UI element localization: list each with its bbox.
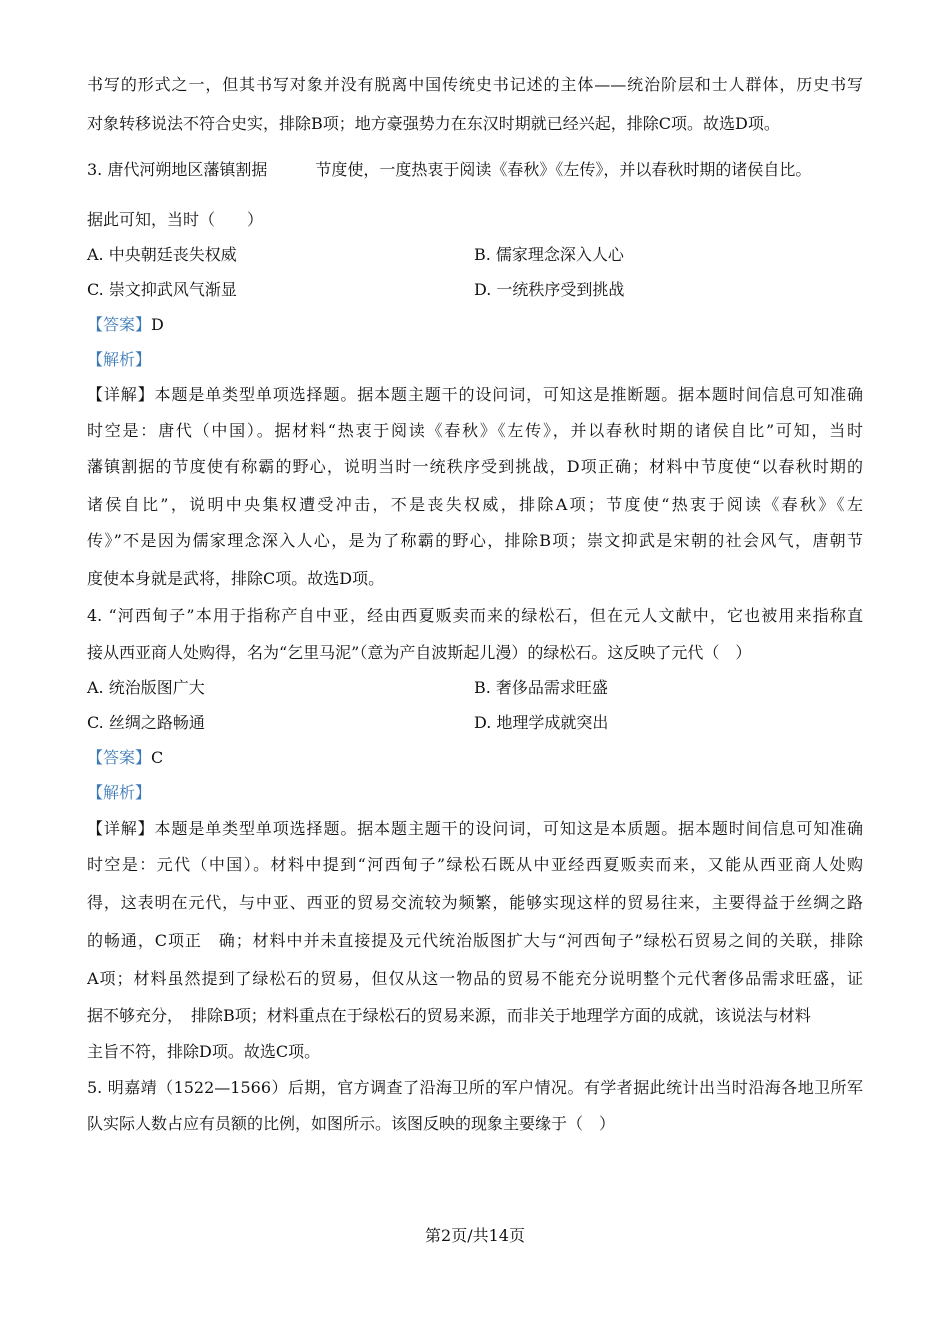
q3-option-a: A. 中央朝廷丧失权威: [87, 245, 237, 264]
q4-detail-line: 得，这表明在元代，与中亚、西亚的贸易交流较为频繁，能够实现这样的贸易往来，主要得益于丝绸之路: [87, 893, 863, 912]
prev-analysis-line: 对象转移说法不符合史实，排除B项；地方豪强势力在东汉时期就已经兴起，排除C项。故选D项。: [87, 114, 780, 133]
q4-detail-line: 据不够充分， 排除B项；材料重点在于绿松石的贸易来源，而非关于地理学方面的成就，该说法与材料: [87, 1006, 811, 1025]
question-4-stem: 接从西亚商人处购得，名为“乞里马泥”（意为产自波斯起儿漫）的绿松石。这反映了元代（ ）: [87, 643, 752, 662]
q4-option-a: A. 统治版图广大: [87, 678, 205, 697]
q3-option-b: B. 儒家理念深入人心: [474, 245, 624, 264]
q4-analysis-label: 【解析】: [87, 783, 152, 802]
q4-detail-line: A项；材料虽然提到了绿松石的贸易，但仅从这一物品的贸易不能充分说明整个元代奢侈品需求旺盛，证: [87, 969, 863, 988]
q4-option-d: D. 地理学成就突出: [474, 713, 609, 732]
question-4-stem: 4. “河西甸子”本用于指称产自中亚，经由西夏贩卖而来的绿松石，但在元人文献中，它也被用来指称直: [87, 606, 863, 625]
q3-option-d: D. 一统秩序受到挑战: [474, 280, 625, 299]
question-5-stem: 5. 明嘉靖（1522—1566）后期，官方调查了沿海卫所的军户情况。有学者据此统计出当时沿海各地卫所军: [87, 1078, 863, 1097]
question-3-stem: 据此可知，当时（ ）: [87, 210, 264, 229]
q4-detail-line: 时空是：元代（中国）。材料中提到“河西甸子”绿松石既从中亚经西夏贩卖而来，又能从西亚商人处购: [87, 855, 863, 874]
q3-answer: [87, 314, 164, 336]
answer-label: 【答案】: [87, 748, 152, 767]
q3-detail-line: 【详解】本题是单类型单项选择题。据本题主题干的设问词，可知这是推断题。据本题时间信息可知准确: [87, 385, 863, 404]
q4-detail-line: 主旨不符，排除D项。故选C项。: [87, 1042, 321, 1061]
q3-detail-line: 度使本身就是武将，排除C项。故选D项。: [87, 569, 385, 588]
q3-detail-line: 传》”不是因为儒家理念深入人心，是为了称霸的野心，排除B项；崇文抑武是宋朝的社会风气，唐朝节: [87, 531, 863, 550]
q3-option-c: C. 崇文抑武风气渐显: [87, 280, 237, 299]
q3-detail-line: 时空是：唐代（中国）。据材料“热衷于阅读《春秋》《左传》，并以春秋时期的诸侯自比”可知，当时: [87, 421, 863, 440]
answer-value: D: [151, 315, 164, 334]
q3-detail-line: 诸侯自比”，说明中央集权遭受冲击，不是丧失权威，排除A项；节度使“热衷于阅读《春秋》《左: [87, 495, 863, 514]
q3-analysis-label: 【解析】: [87, 350, 152, 369]
answer-label: 【答案】: [87, 315, 152, 334]
q4-option-b: B. 奢侈品需求旺盛: [474, 678, 608, 697]
question-3-stem: 3. 唐代河朔地区藩镇割据 节度使，一度热衷于阅读《春秋》《左传》，并以春秋时期的诸侯自比。: [87, 160, 812, 179]
prev-analysis-line: 书写的形式之一，但其书写对象并没有脱离中国传统史书记述的主体——统治阶层和士人群体，历史书写: [87, 75, 863, 94]
q3-detail-line: 藩镇割据的节度使有称霸的野心，说明当时一统秩序受到挑战，D项正确；材料中节度使“以春秋时期的: [87, 457, 863, 476]
q4-detail-line: 的畅通，C项正 确；材料中并未直接提及元代统治版图扩大与“河西甸子”绿松石贸易之间的关联，排除: [87, 931, 863, 950]
q4-option-c: C. 丝绸之路畅通: [87, 713, 205, 732]
question-5-stem: 队实际人数占应有员额的比例，如图所示。该图反映的现象主要缘于（ ）: [87, 1114, 616, 1133]
page-footer: 第2页/共14页: [425, 1226, 525, 1245]
answer-value: C: [151, 748, 164, 767]
q4-answer: [87, 747, 163, 769]
q4-detail-line: 【详解】本题是单类型单项选择题。据本题主题干的设问词，可知这是本质题。据本题时间信息可知准确: [87, 819, 863, 838]
